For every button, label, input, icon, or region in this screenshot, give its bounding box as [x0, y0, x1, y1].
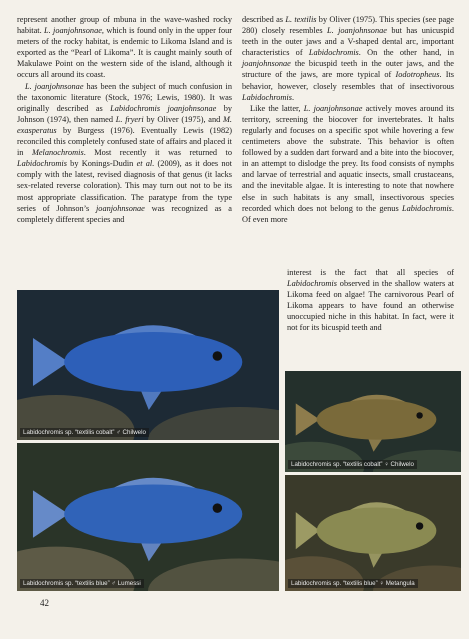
page-number: 42	[40, 598, 49, 608]
fish-eye	[416, 522, 423, 529]
photo-caption: Labidochromis sp. “textilis cobalt” ♂ Chilwelo	[20, 428, 149, 437]
paragraph: described as L. textilis by Oliver (1975). This species (see page 280) closely resembles L. joanjohnsonae but has unicuspid teeth in the outer jaws and a V-shaped dental arc, important characteristics of Labidochromis. On the other hand, in joanjohnsonae the bicuspid teeth in the outer jaws, and the structure of the jaws, are more typical of Iodotropheus. Its behavior, however, closely resembles that of insectivorous Labidochromis.	[242, 15, 454, 102]
photo-illustration	[17, 443, 279, 591]
fish-photo	[17, 443, 279, 591]
fish-eye	[416, 412, 422, 418]
photo-illustration	[285, 371, 461, 472]
fish-body	[64, 332, 242, 392]
fish-body	[317, 399, 437, 439]
fish-photo	[17, 290, 279, 440]
photo-illustration	[285, 475, 461, 591]
paragraph: L. joanjohnsonae has been the subject of much confusion in the taxonomic literature (Stock, 1976; Lewis, 1980). It was originally described as Labidochromis joanjohnsonae by Johnson (1974), then named L. fryeri by Oliver (1975), and M. exasperatus by Burgess (1976). Eventually Lewis (1982) reconciled this completely confused state of affairs and placed it in Melanochromis. Most recently it was returned to Labidochromis by Konings-Dudin et al. (2009), as it does not comply with the latest, revised diagnosis of that genus (it lacks sex-related reverse coloration). This may turn out not to be its most appropriate classification. The paratype from the type series of Johnson’s joanjohnsonae was recognized as a completely different species and	[17, 81, 233, 224]
text-column-right	[242, 14, 454, 225]
fish-body	[64, 484, 242, 543]
fish-body	[317, 507, 437, 553]
paragraph: represent another group of mbuna in the wave-washed rocky habitat. L. joanjohnsonae, which is found only in the upper four meters of the rocky habitat, is endemic to Likoma Island and is exported as the “Pearl of Likoma”. It is caught mainly south of Makulawe Point on the western side of the island, although it occurs all around its coast.	[17, 15, 233, 80]
text-column-right-continued	[287, 267, 454, 334]
fish-photo	[285, 475, 461, 591]
fish-photo	[285, 371, 461, 472]
paragraph: Like the latter, L. joanjohnsonae actively moves around its territory, screening the biocover for invertebrates. It halts regularly and focuses on a specific spot while hovering a few centimeters above the substrate. This behavior is often followed by a sudden dart forward and a bite into the biocover, in an attempt to dislodge the prey. Its food consists of nymphs and larvae of terrestrial and aquatic insects, small crustaceans, and the inevitable algae. It is interesting to note that nowhere else in such habitats is any small, insectivorous species recorded which does not belong to the genus Labidochromis. Of even more	[242, 103, 454, 224]
fish-eye	[213, 351, 223, 361]
paragraph: interest is the fact that all species of Labidochromis observed in the shallow waters at Likoma feed on algae! The carnivorous Pearl of Likoma appears to have found an otherwise unoccupied niche in this habitat. In fact, were it not for its bicuspid teeth and	[287, 268, 454, 333]
text-column-left	[17, 14, 232, 225]
fish-eye	[213, 503, 222, 512]
photo-illustration	[17, 290, 279, 440]
photo-caption: Labidochromis sp. “textilis blue” ♂ Lumessi	[20, 579, 144, 588]
photo-caption: Labidochromis sp. “textilis blue” ♀ Metangula	[288, 579, 418, 588]
photo-caption: Labidochromis sp. “textilis cobalt” ♀ Chilwelo	[288, 460, 417, 469]
